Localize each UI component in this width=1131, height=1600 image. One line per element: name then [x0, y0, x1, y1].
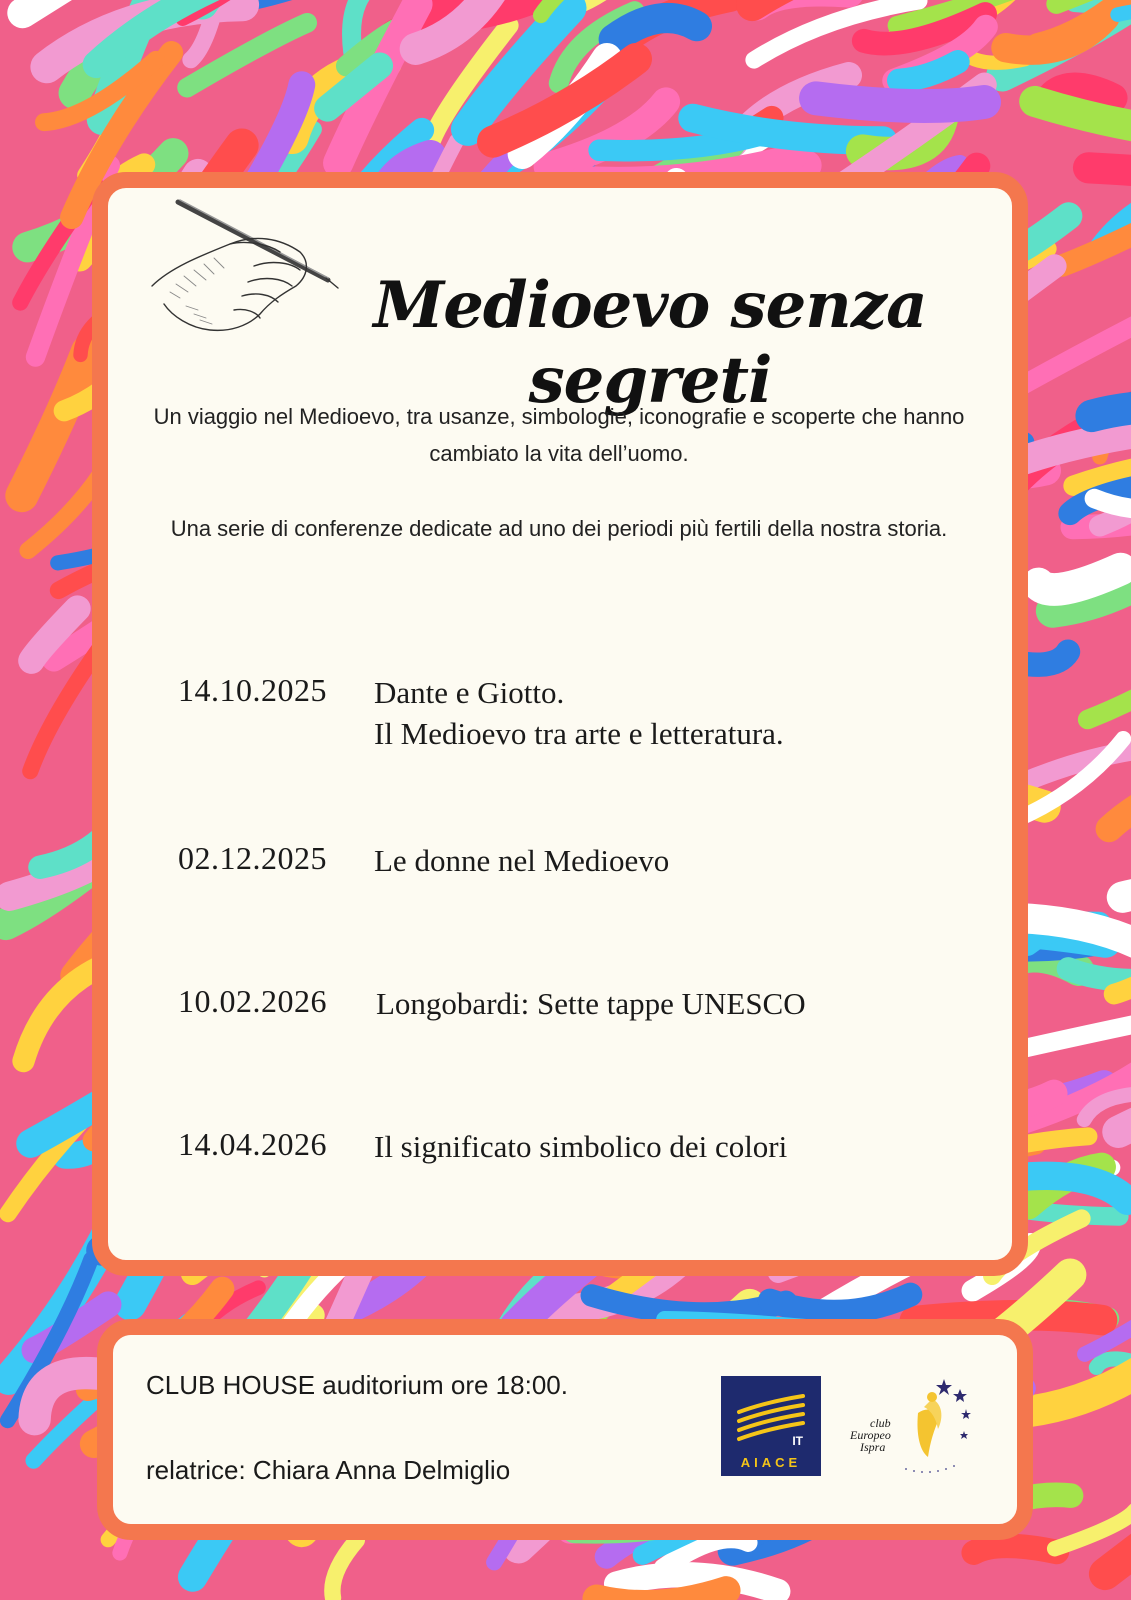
event-description — [374, 672, 784, 754]
event-title-line: Le donne nel Medioevo — [374, 843, 670, 878]
brushstroke — [1122, 889, 1131, 908]
brushstroke — [1092, 405, 1131, 415]
event-title-line: Longobardi: Sette tappe UNESCO — [376, 986, 806, 1021]
event-title-line: Dante e Giotto. — [374, 675, 565, 710]
event-description — [374, 840, 669, 881]
event-date: 14.10.2025 — [178, 672, 327, 708]
poster-title: Medioevo senza segreti — [373, 268, 927, 418]
event-description — [376, 983, 806, 1024]
event-date: 10.02.2026 — [178, 983, 327, 1019]
brushstroke — [974, 1546, 1057, 1553]
club-logo-line: club — [870, 1416, 891, 1430]
club-logo-line: Europeo — [850, 1428, 891, 1442]
intro-paragraph-2: Una serie di conferenze dedicate ad uno dei periodi più fertili della nostra storia. — [170, 516, 948, 541]
aiace-country-mark: IT — [792, 1434, 803, 1448]
speaker: relatrice: Chiara Anna Delmiglio — [146, 1455, 511, 1485]
venue-time: CLUB HOUSE auditorium ore 18:00. — [146, 1370, 568, 1400]
event-date: 02.12.2025 — [178, 840, 327, 876]
club-stars-figure-icon — [846, 1373, 976, 1477]
intro-paragraph-1: Un viaggio nel Medioevo, tra usanze, simbologie, iconografie e scoperte che hanno cambiato la vita dell’uomo. — [153, 404, 965, 466]
brushstroke — [597, 1590, 727, 1600]
brushstroke — [1094, 499, 1131, 510]
brushstroke — [1068, 967, 1131, 981]
brushstroke — [1118, 7, 1131, 15]
event-description — [374, 1126, 787, 1167]
brushstroke — [1089, 168, 1131, 183]
club-europeo-ispra-logo — [846, 1373, 976, 1477]
event-date: 14.04.2026 — [178, 1126, 327, 1162]
aiace-name: AIACE — [740, 1455, 802, 1470]
aiace-logo — [721, 1376, 821, 1476]
event-title-line: Il Medioevo tra arte e letteratura. — [374, 716, 784, 751]
brushstroke — [816, 98, 984, 106]
event-title-line: Il significato simbolico dei colori — [374, 1129, 788, 1164]
club-logo-line: Ispra — [860, 1440, 886, 1454]
